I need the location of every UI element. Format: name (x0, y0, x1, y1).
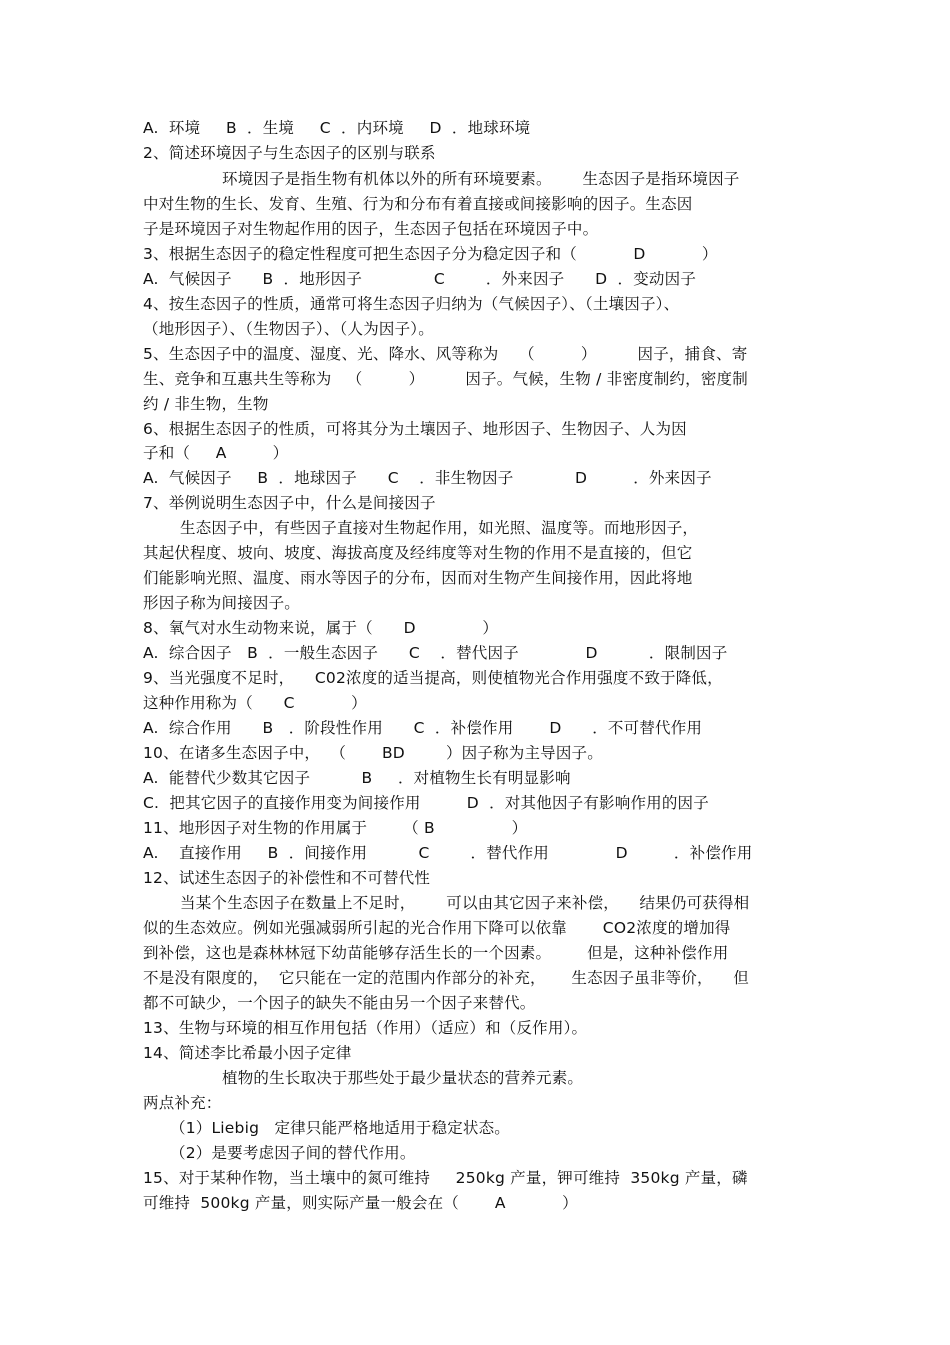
text-line: 这种作用称为（ C ） (143, 694, 367, 712)
text-line: A. 综合作用 B ．阶段性作用 C ．补偿作用 D ．不可替代作用 (143, 719, 703, 737)
text-line: 环境因子是指生物有机体以外的所有环境要素。 生态因子是指环境因子 (222, 170, 740, 188)
text-line: 8、氧气对水生动物来说，属于（ D ） (143, 619, 499, 637)
text-line: 2、简述环境因子与生态因子的区别与联系 (143, 144, 436, 162)
text-line: 们能影响光照、温度、雨水等因子的分布，因而对生物产生间接作用，因此将地 (143, 569, 693, 587)
text-line: 其起伏程度、坡向、坡度、海拔高度及经纬度等对生物的作用不是直接的，但它 (143, 544, 693, 562)
text-line: 两点补充： (143, 1094, 222, 1112)
text-line: A. 能替代少数其它因子 B ．对植物生长有明显影响 (143, 769, 571, 787)
text-line: 生态因子中，有些因子直接对生物起作用，如光照、温度等。而地形因子， (180, 519, 699, 537)
text-line: 7、举例说明生态因子中，什么是间接因子 (143, 494, 436, 512)
text-line: A. 气候因子 B ．地形因子 C ．外来因子 D ．变动因子 (143, 270, 697, 288)
text-line: C. 把其它因子的直接作用变为间接作用 D ．对其他因子有影响作用的因子 (143, 794, 709, 812)
text-line: 都不可缺少，一个因子的缺失不能由另一个因子来替代。 (143, 994, 536, 1012)
text-line: 13、生物与环境的相互作用包括（作用）（适应）和（反作用）。 (143, 1019, 588, 1037)
text-line: 9、当光强度不足时， C02浓度的适当提高，则使植物光合作用强度不致于降低， (143, 669, 723, 687)
text-line: 当某个生态因子在数量上不足时， 可以由其它因子来补偿， 结果仍可获得相 (180, 894, 750, 912)
text-line: 3、根据生态因子的稳定性程度可把生态因子分为稳定因子和（ D ） (143, 245, 718, 263)
text-line: 不是没有限度的， 它只能在一定的范围内作部分的补充， 生态因子虽非等价， 但 (143, 969, 749, 987)
text-line: 15、对于某种作物，当土壤中的氮可维持 250kg 产量，钾可维持 350kg 产量，磷 (143, 1169, 748, 1187)
text-line: 12、试述生态因子的补偿性和不可替代性 (143, 869, 431, 887)
text-line: 形因子称为间接因子。 (143, 594, 301, 612)
text-line: （1）Liebig 定律只能严格地适用于稳定状态。 (170, 1119, 511, 1137)
text-line: 生、竞争和互惠共生等称为 （ ） 因子。气候，生物 / 非密度制约，密度制 (143, 370, 748, 388)
text-line: 14、简述李比希最小因子定律 (143, 1044, 352, 1062)
text-line: 可维持 500kg 产量，则实际产量一般会在（ A ） (143, 1194, 578, 1212)
text-line: 约 / 非生物，生物 (143, 395, 269, 413)
text-line: 中对生物的生长、发育、生殖、行为和分布有着直接或间接影响的因子。生态因 (143, 195, 693, 213)
text-line: A. 综合因子 B ．一般生态因子 C ．替代因子 D ．限制因子 (143, 644, 728, 662)
text-line: 5、生态因子中的温度、湿度、光、降水、风等称为 （ ） 因子，捕食、寄 (143, 345, 748, 363)
text-line: 4、按生态因子的性质，通常可将生态因子归纳为（气候因子）、（土壤因子）、 (143, 295, 680, 313)
text-line: 到补偿，这也是森林林冠下幼苗能够存活生长的一个因素。 但是，这种补偿作用 (143, 944, 729, 962)
text-line: 似的生态效应。例如光强减弱所引起的光合作用下降可以依靠 CO2浓度的增加得 (143, 919, 731, 937)
text-line: 11、地形因子对生物的作用属于 （ B ） (143, 819, 528, 837)
text-line: A. 环境 B ．生境 C ．内环境 D ．地球环境 (143, 119, 531, 137)
text-line: A. 直接作用 B ．间接作用 C ．替代作用 D ．补偿作用 (143, 844, 753, 862)
text-line: 子和（ A ） (143, 444, 289, 462)
text-line: A. 气候因子 B ．地球因子 C ．非生物因子 D ．外来因子 (143, 469, 712, 487)
text-line: （地形因子）、（生物因子）、（人为因子）。 (143, 320, 434, 338)
text-line: 子是环境因子对生物起作用的因子，生态因子包括在环境因子中。 (143, 220, 599, 238)
text-line: （2）是要考虑因子间的替代作用。 (170, 1144, 416, 1162)
text-line: 植物的生长取决于那些处于最少量状态的营养元素。 (222, 1069, 584, 1087)
text-line: 10、在诸多生态因子中， （ BD ）因子称为主导因子。 (143, 744, 603, 762)
text-line: 6、根据生态因子的性质，可将其分为土壤因子、地形因子、生物因子、人为因 (143, 420, 687, 438)
